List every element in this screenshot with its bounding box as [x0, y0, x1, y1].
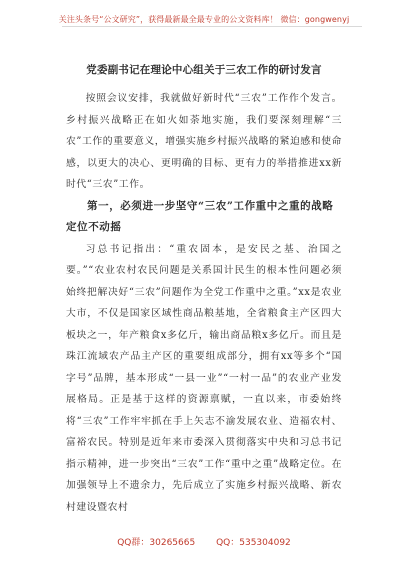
footer-qq-group: QQ群：30265665 [117, 538, 196, 548]
section-1-paragraph: 习总书记指出：“重农固本，是安民之基、治国之要。”“农业农村农民问题是关系国计民生的根本性问题必须始终把解决好“三农”问题作为全党工作重中之重。”xx是农业大市，不仅是国家区域性商品粮基地，全省粮食主产区四大板块之一，年产粮食x多亿斤，输出商品粮x多亿斤。而且是珠江流域农产品主产区的重要组成部分，拥有xx等多个“国字号”品牌，基本形成“一县一业”“一村一品”的农业产业发展格局。正是基于这样的资源禀赋，一直以来，市委始终将“三农”工作牢牢抓在手上矢志不渝发展农业、造福农村、富裕农民。特别是近年来市委深入贯彻落实中央和习总书记指示精神，进一步突出“三农”工作“重中之重”战略定位。在加强领导上不遗余力，先后成立了实施乡村振兴战略、新农村建设暨农村 [66, 243, 342, 513]
document-title: 党委副书记在理论中心组关于三农工作的研讨发言 [86, 64, 322, 76]
footer-contact [0, 535, 408, 548]
header-promo-note: 关注头条号“公文研究”，获得最新最全最专业的公文资料库！ 微信：gongwenyj [58, 15, 350, 24]
section-1-heading: 第一，必须进一步坚守“三农”工作重中之重的战略定位不动摇 [66, 199, 334, 233]
intro-paragraph: 按照会议安排，我就做好新时代“三农”工作作个发言。乡村振兴战略正在如火如荼地实施，我们要深刻理解“三农”工作的重要意义，增强实施乡村振兴战略的紧迫感和使命感，以更大的决心、更明确的目标、更有力的举措推进xx新时代“三农”工作。 [66, 93, 342, 190]
document-body [66, 62, 342, 518]
footer-qq-number: QQ：535304092 [216, 538, 291, 548]
header-divider [62, 26, 362, 27]
